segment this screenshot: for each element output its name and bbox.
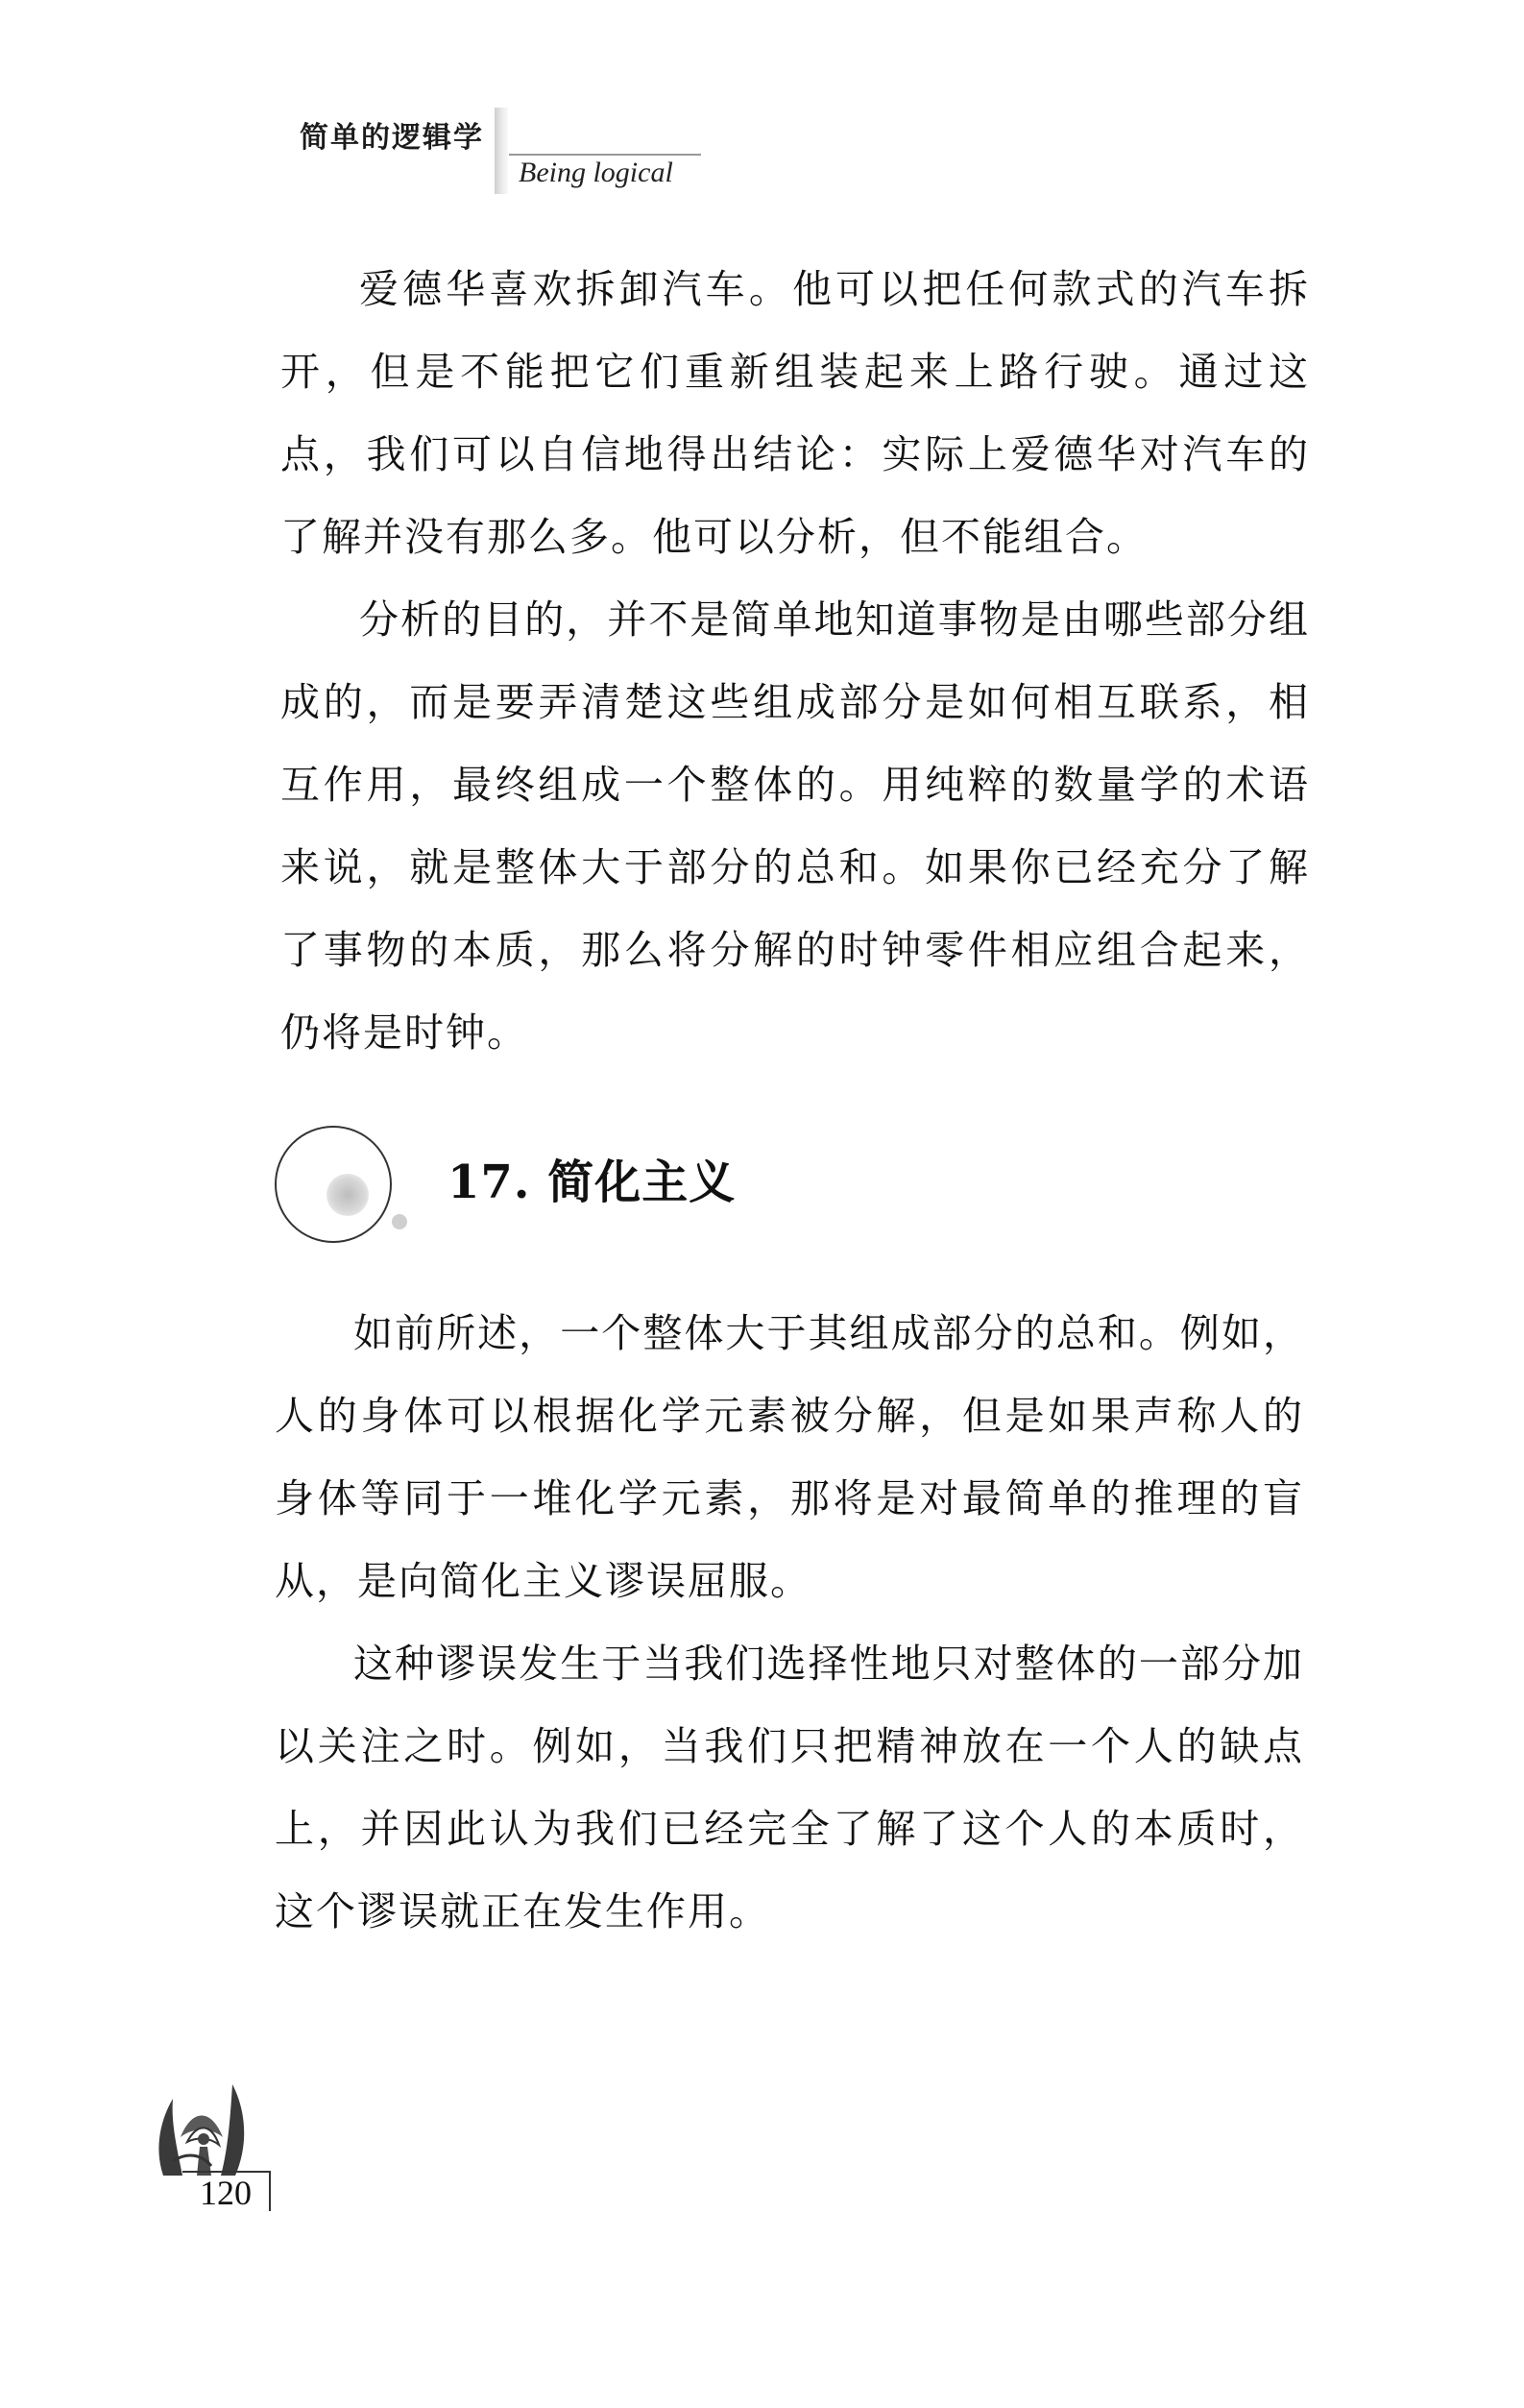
paragraph: 爱德华喜欢拆卸汽车。他可以把任何款式的汽车拆开，但是不能把它们重新组装起来上路行驶。通过这点，我们可以自信地得出结论：实际上爱德华对汽车的了解并没有那么多。他可以分析，但不能组合。	[280, 266, 1310, 560]
page-number: 120	[182, 2171, 271, 2211]
section-title: 17. 简化主义	[448, 1155, 737, 1209]
intro-text-block	[280, 248, 1310, 1074]
section-circle-icon	[275, 1126, 392, 1243]
book-title-en: Being logical	[519, 157, 673, 188]
header-decorative-bar	[495, 108, 508, 194]
paragraph: 如前所述，一个整体大于其组成部分的总和。例如，人的身体可以根据化学元素被分解，但是如果声称人的身体等同于一堆化学元素，那将是对最简单的推理的盲从，是向简化主义谬误屈服。	[275, 1310, 1304, 1604]
section-text-block	[275, 1292, 1304, 1953]
flower-ornament-icon	[144, 2070, 269, 2176]
section-dot-icon	[327, 1174, 369, 1216]
section-heading	[275, 1116, 947, 1251]
header-rule	[509, 154, 701, 156]
paragraph: 分析的目的，并不是简单地知道事物是由哪些部分组成的，而是要弄清楚这些组成部分是如何相互联系，相互作用，最终组成一个整体的。用纯粹的数量学的术语来说，就是整体大于部分的总和。如果你已经充分了解了事物的本质，那么将分解的时钟零件相应组合起来，仍将是时钟。	[280, 596, 1310, 1056]
section-small-dot-icon	[392, 1214, 407, 1229]
paragraph: 这种谬误发生于当我们选择性地只对整体的一部分加以关注之时。例如，当我们只把精神放在一个人的缺点上，并因此认为我们已经完全了解了这个人的本质时，这个谬误就正在发生作用。	[275, 1641, 1304, 1934]
book-title-cn: 简单的逻辑学	[300, 121, 484, 155]
